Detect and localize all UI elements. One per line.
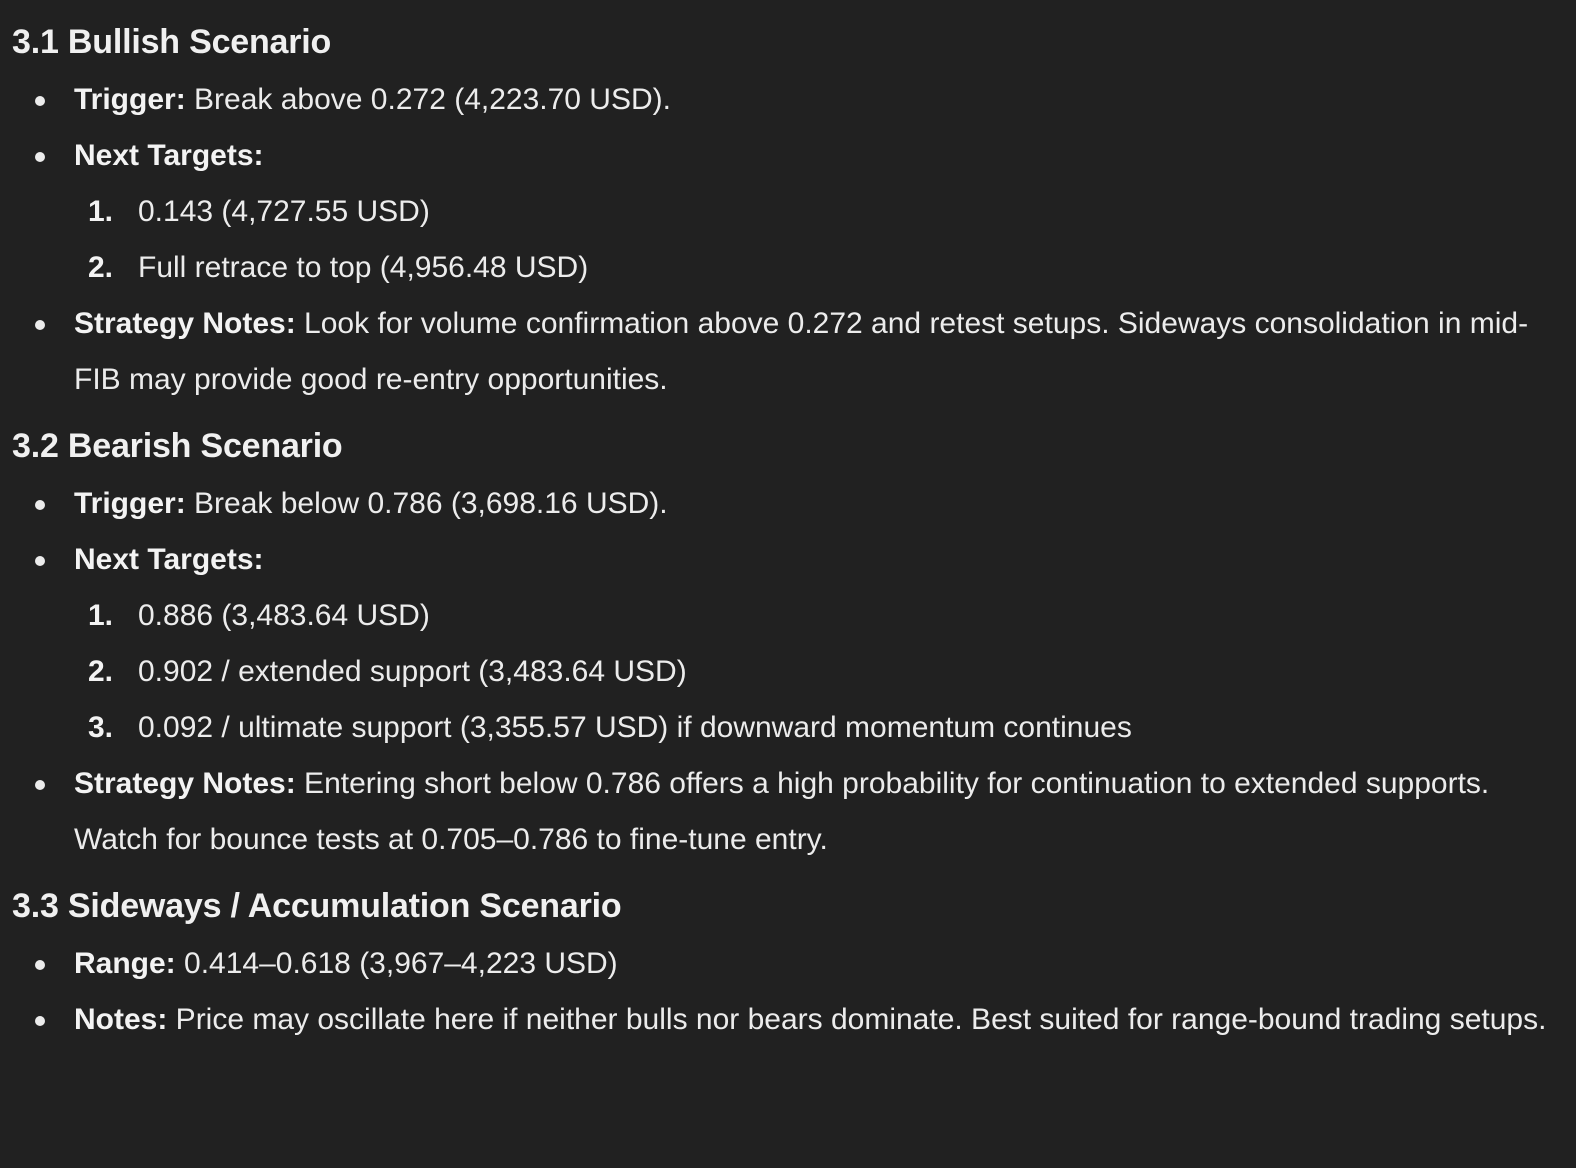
item-number: 1. [88, 599, 114, 632]
list-item-trigger [12, 72, 1574, 128]
item-text: 0.092 / ultimate support (3,355.57 USD) if downward momentum continues [138, 711, 1132, 744]
section-sideways [12, 882, 1576, 1048]
item-number: 2. [88, 251, 114, 284]
item-text: Break below 0.786 (3,698.16 USD). [185, 487, 668, 520]
list-item-next-targets [12, 128, 1574, 296]
item-label: Strategy Notes: [74, 307, 296, 340]
list-item-trigger [12, 476, 1574, 532]
numbered-item [12, 240, 1574, 296]
list-item-strategy-notes [12, 756, 1574, 868]
list-item-strategy-notes [12, 296, 1574, 408]
item-label: Range: [74, 947, 176, 980]
item-number: 3. [88, 711, 114, 744]
numbered-item [12, 700, 1574, 756]
item-number: 1. [88, 195, 114, 228]
item-text: Entering short below 0.786 offers a high probability for continuation to extended supports. Watch for bounce tests at 0.705–0.786 to fine-tune entry. [74, 767, 1490, 856]
item-label: Next Targets: [74, 543, 264, 576]
numbered-list [74, 588, 1574, 756]
section-heading: 3.3 Sideways / Accumulation Scenario [12, 887, 622, 925]
item-label: Next Targets: [74, 139, 264, 172]
item-text: Price may oscillate here if neither bulls nor bears dominate. Best suited for range-bound trading setups. [167, 1003, 1547, 1036]
item-label: Notes: [74, 1003, 168, 1036]
item-text: 0.414–0.618 (3,967–4,223 USD) [175, 947, 618, 980]
item-text: Break above 0.272 (4,223.70 USD). [185, 83, 671, 116]
bullet-list [12, 476, 1576, 868]
numbered-item [12, 184, 1574, 240]
section-heading: 3.1 Bullish Scenario [12, 23, 332, 61]
list-item-range [12, 936, 1574, 992]
item-number: 2. [88, 655, 114, 688]
bullet-list [12, 936, 1576, 1048]
item-text: 0.902 / extended support (3,483.64 USD) [138, 655, 687, 688]
numbered-item [12, 644, 1574, 700]
item-text: Full retrace to top (4,956.48 USD) [138, 251, 589, 284]
section-heading: 3.2 Bearish Scenario [12, 427, 343, 465]
item-text: 0.143 (4,727.55 USD) [138, 195, 430, 228]
item-label: Strategy Notes: [74, 767, 296, 800]
section-bearish [12, 422, 1576, 868]
section-bullish [12, 18, 1576, 408]
list-item-notes [12, 992, 1574, 1048]
numbered-list [74, 184, 1574, 296]
item-text: Look for volume confirmation above 0.272 and retest setups. Sideways consolidation in mid-FIB may provide good re-entry opportunities. [74, 307, 1529, 396]
item-label: Trigger: [74, 487, 186, 520]
item-text: 0.886 (3,483.64 USD) [138, 599, 430, 632]
list-item-next-targets [12, 532, 1574, 756]
item-label: Trigger: [74, 83, 186, 116]
numbered-item [12, 588, 1574, 644]
bullet-list [12, 72, 1576, 408]
